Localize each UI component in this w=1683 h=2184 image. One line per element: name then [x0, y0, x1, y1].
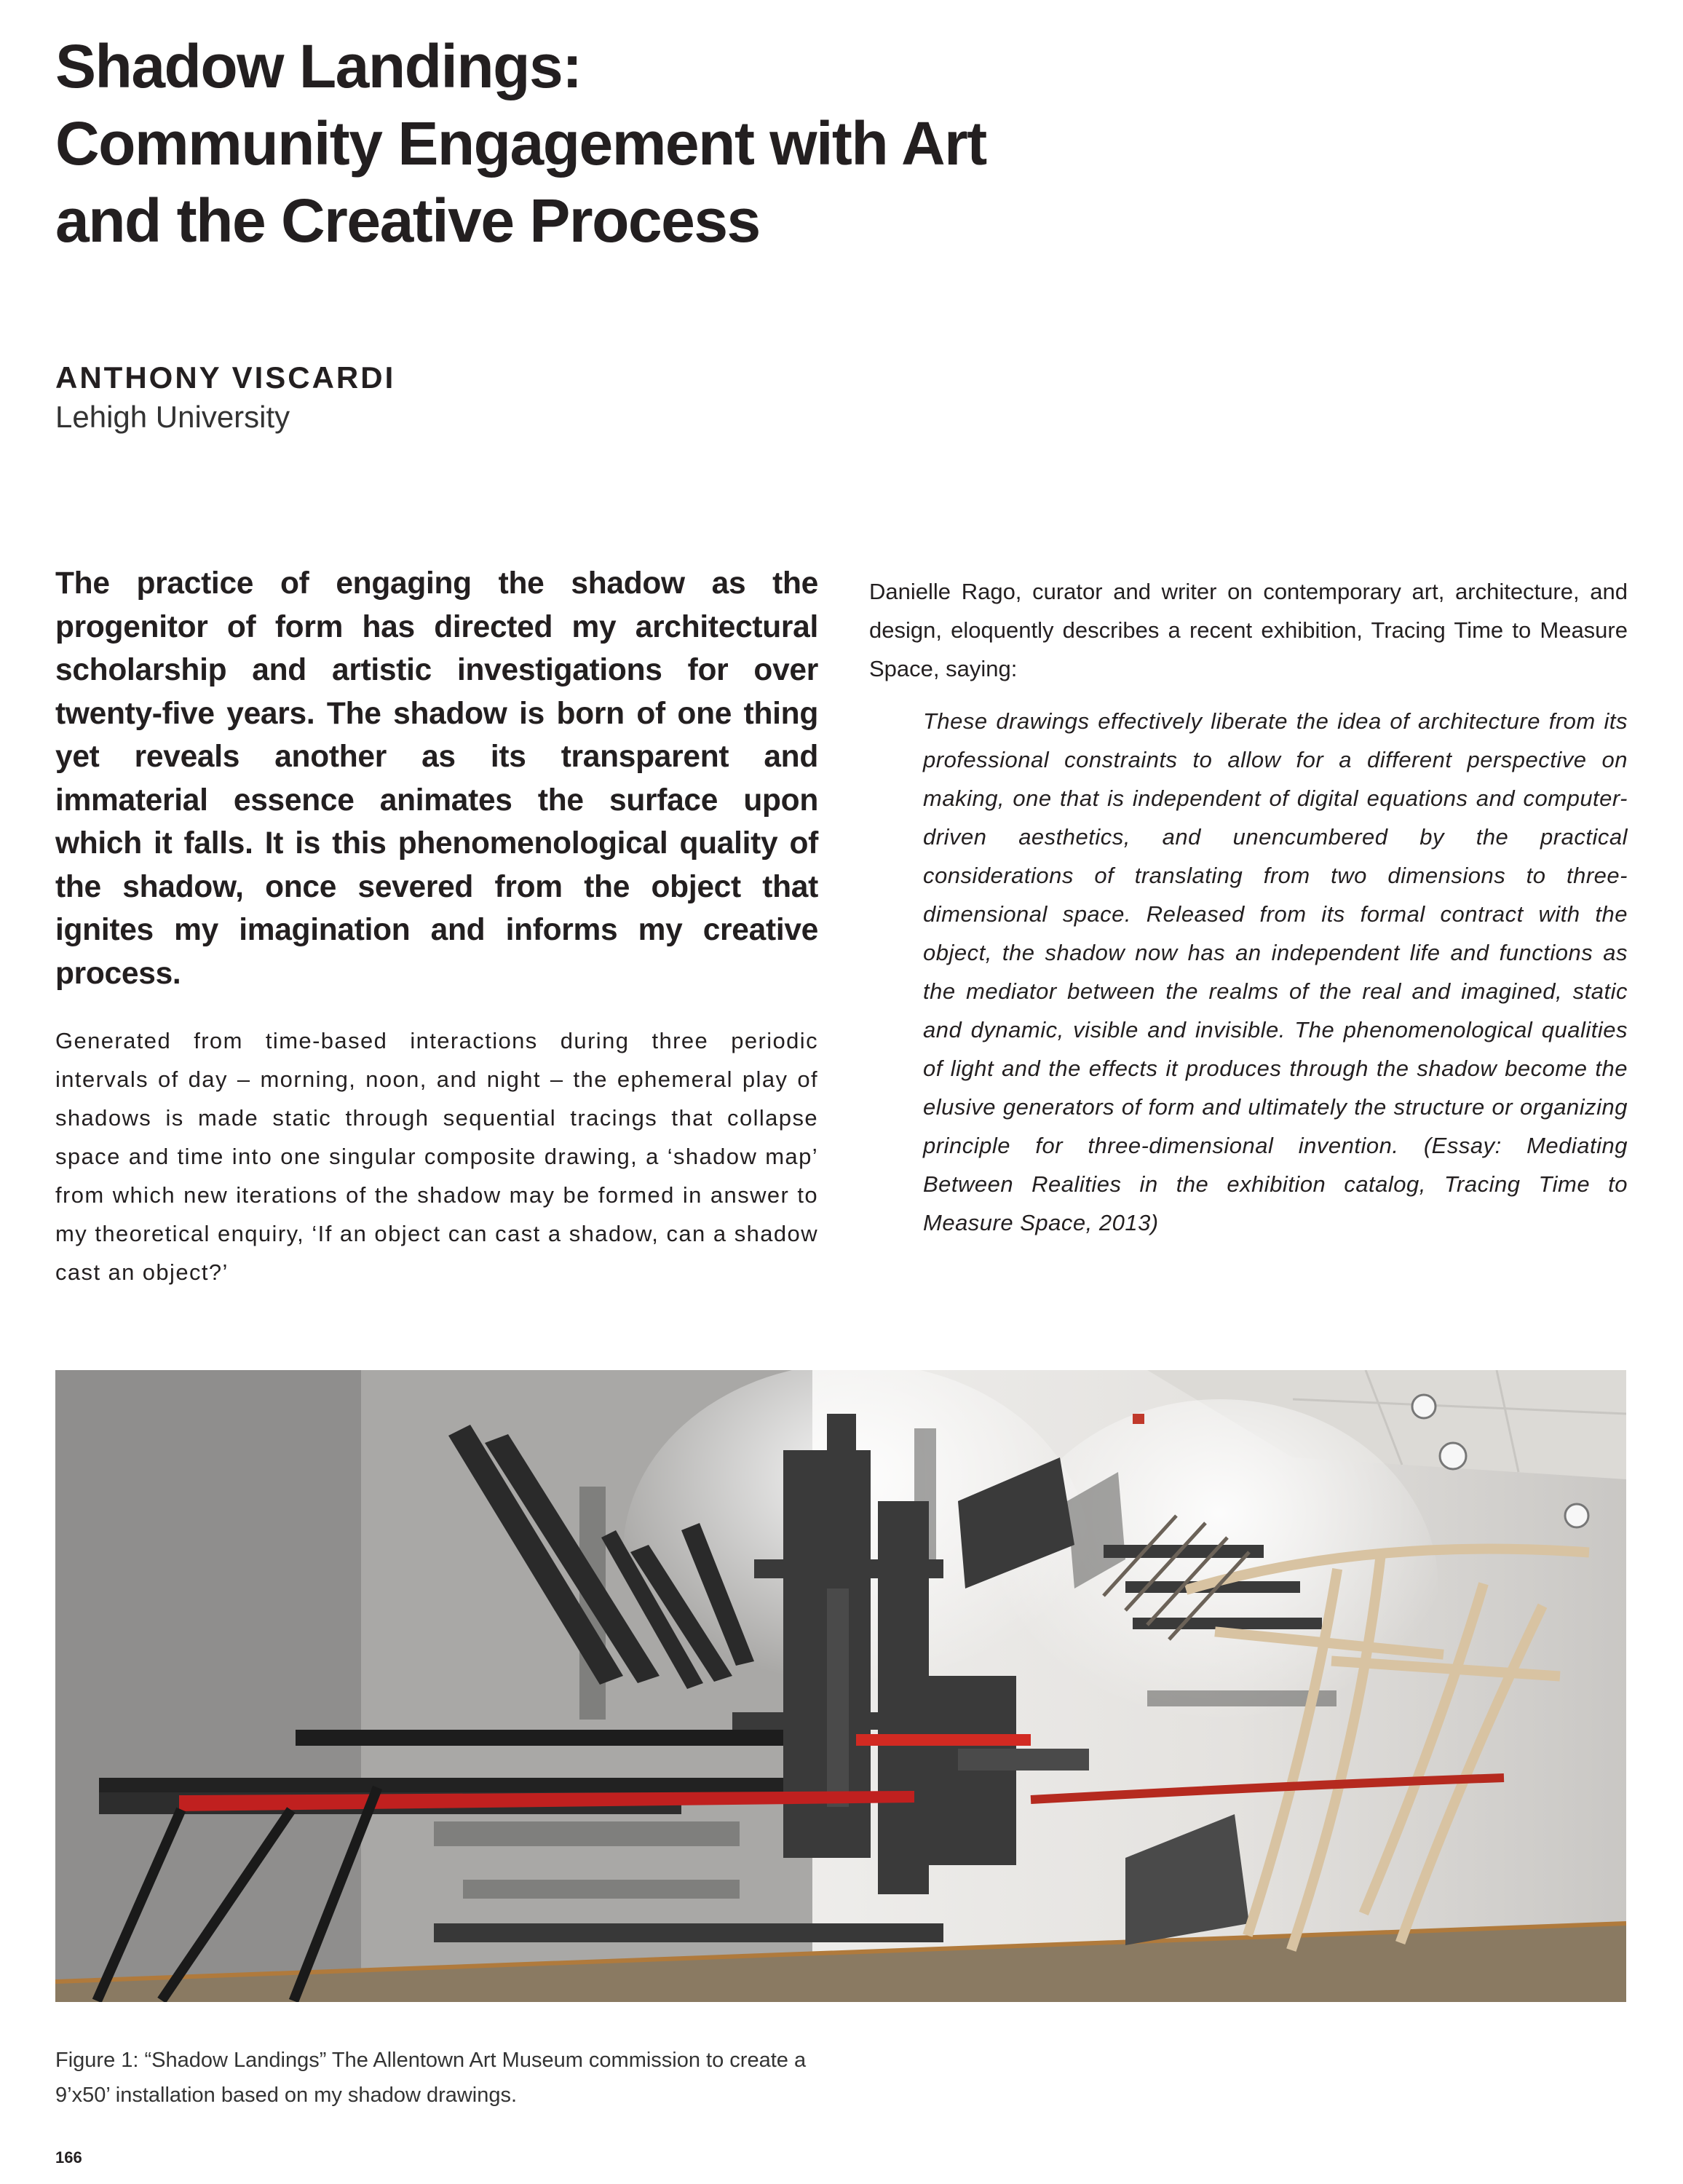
title-line-1: Shadow Landings: — [55, 32, 582, 100]
lead-paragraph: The practice of engaging the shadow as the progenitor of form has directed my architectural scholarship and artistic investigations for over twenty-five years. The shadow is born of one thing yet reveals another as its transparent and immaterial essence animates the surface upon which it falls. It is this phenomenological quality of the shadow, once severed from the object that ignites my imagination and informs my creative process. — [55, 566, 818, 991]
title-line-3: and the Creative Process — [55, 186, 760, 255]
body-paragraph: Generated from time-based interactions during three periodic intervals of day – morning, noon, and night – the ephemeral play of shadows is made static through sequential tracings that collapse space and time into one singular composite drawing, a ‘shadow map’ from which new iterations of the shadow may be formed in answer to my theoretical enquiry, ‘If an object can cast a shadow, can a shadow cast an object?’ — [55, 1028, 818, 1285]
author-name: ANTHONY VISCARDI — [55, 360, 396, 395]
installation-photo — [55, 1370, 1626, 2002]
title-line-2: Community Engagement with Art — [55, 109, 986, 178]
block-quote: These drawings effectively liberate the idea of architecture from its professional constraints to allow for a different perspective on making, one that is independent of digital equations and computer-driven aesthetics, and unencumbered by the practical considerations of translating from two dimensions to three-dimensional space. Released from its formal contract with the object, the shadow now has an independent life and functions as the mediator between the realms of the real and imagined, static and dynamic, visible and invisible. The phenomenological qualities of light and the effects it produces through the shadow become the elusive generators of form and ultimately the structure or organizing principle for three-dimensional invention. (Essay: Mediating Between Realities in the exhibition catalog, Tracing Time to Measure Space, 2013) — [923, 708, 1628, 1235]
page-number: 166 — [55, 2148, 82, 2167]
author-affiliation: Lehigh University — [55, 400, 290, 434]
installation-photo-illustration — [55, 1370, 1626, 2002]
figure-caption: Figure 1: “Shadow Landings” The Allentown Art Museum commission to create a 9’x50’ installation based on my shadow drawings. — [55, 2049, 807, 2107]
right-column — [869, 572, 1628, 1242]
left-column — [55, 562, 818, 1291]
paper-title — [55, 28, 1147, 259]
quote-intro-paragraph: Danielle Rago, curator and writer on contemporary art, architecture, and design, eloquently describes a recent exhibition, Tracing Time to Measure Space, saying: — [869, 579, 1628, 681]
